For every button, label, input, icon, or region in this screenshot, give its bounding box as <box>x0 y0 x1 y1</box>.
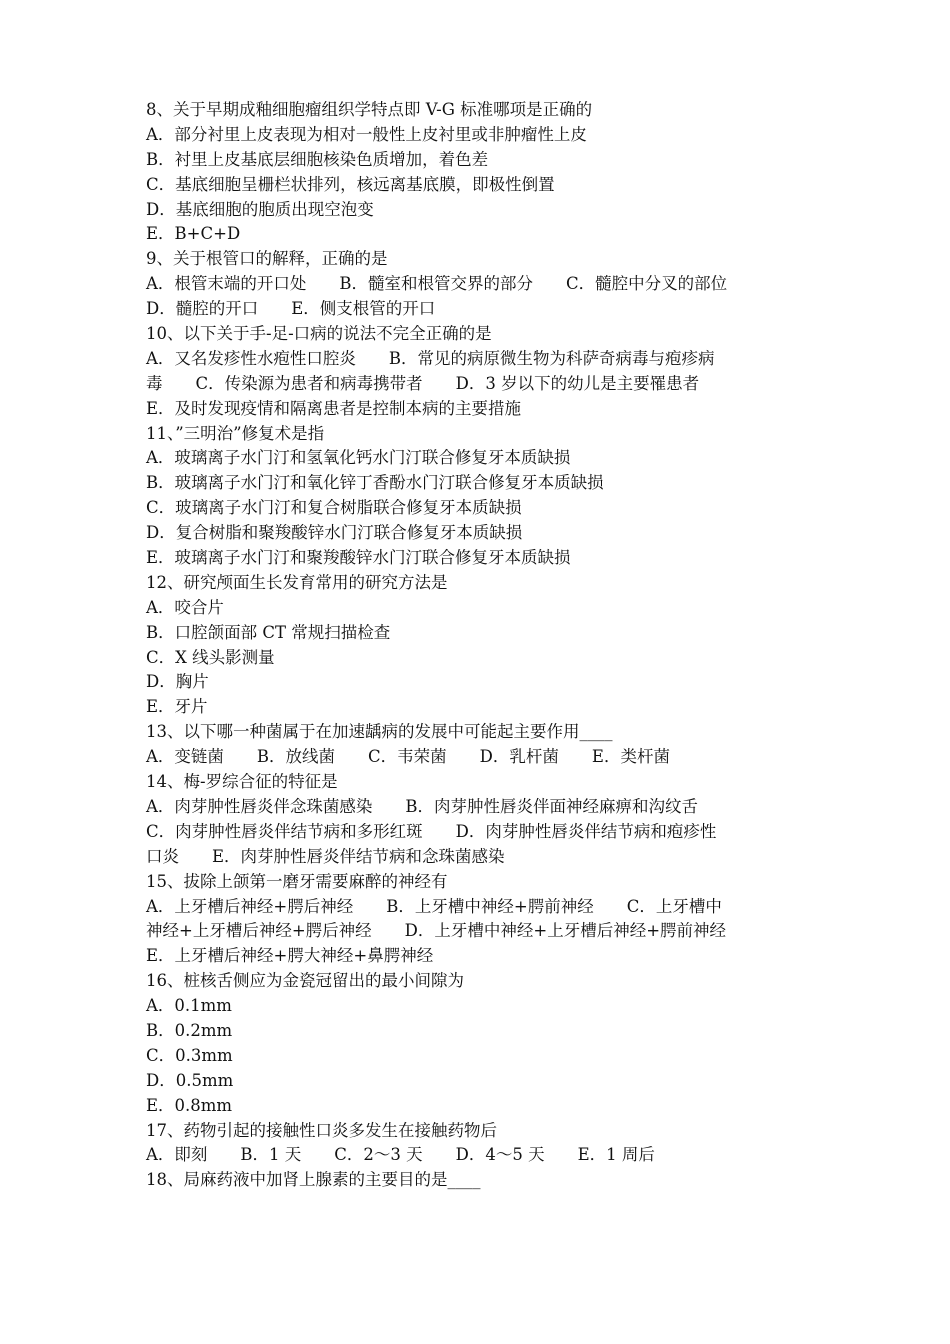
question-15-options-line-1: A．上牙槽后神经+腭后神经 B．上牙槽中神经+腭前神经 C．上牙槽中 <box>146 896 722 916</box>
question-10-stem: 10、以下关于手-足-口病的说法不完全正确的是 <box>146 324 492 344</box>
question-14-options-line-3: 口炎 E．肉芽肿性唇炎伴结节病和念珠菌感染 <box>146 846 505 866</box>
question-12-option-e: E．牙片 <box>146 697 208 717</box>
question-8-option-b: B．衬里上皮基底层细胞核染色质增加，着色差 <box>146 149 489 169</box>
question-17-options: A．即刻 B．1 天 C．2～3 天 D．4～5 天 E．1 周后 <box>146 1145 655 1165</box>
question-12-option-a: A．咬合片 <box>146 597 224 617</box>
question-15-stem: 15、拔除上颌第一磨牙需要麻醉的神经有 <box>146 871 448 891</box>
exam-question-list <box>146 98 810 1193</box>
question-16-option-a: A．0.1mm <box>146 996 232 1016</box>
question-13-stem: 13、以下哪一种菌属于在加速龋病的发展中可能起主要作用____ <box>146 722 613 742</box>
question-8-option-d: D．基底细胞的胞质出现空泡变 <box>146 199 374 219</box>
question-11-stem: 11、”三明治”修复术是指 <box>146 423 325 443</box>
question-10-options-line-2: 毒 C．传染源为患者和病毒携带者 D．3 岁以下的幼儿是主要罹患者 <box>146 373 700 393</box>
question-14-options-line-2: C．肉芽肿性唇炎伴结节病和多形红斑 D．肉芽肿性唇炎伴结节病和疱疹性 <box>146 821 717 841</box>
question-8-stem: 8、关于早期成釉细胞瘤组织学特点即 V-G 标准哪项是正确的 <box>146 100 593 119</box>
question-14-options-line-1: A．肉芽肿性唇炎伴念珠菌感染 B．肉芽肿性唇炎伴面神经麻痹和沟纹舌 <box>146 796 699 816</box>
question-11-option-c: C．玻璃离子水门汀和复合树脂联合修复牙本质缺损 <box>146 498 522 518</box>
question-11-option-e: E．玻璃离子水门汀和聚羧酸锌水门汀联合修复牙本质缺损 <box>146 548 571 568</box>
question-14-stem: 14、梅-罗综合征的特征是 <box>146 772 338 792</box>
question-15-options-line-2: 神经+上牙槽后神经+腭后神经 D．上牙槽中神经+上牙槽后神经+腭前神经 <box>146 921 727 941</box>
question-16-option-b: B．0.2mm <box>146 1020 233 1040</box>
question-8-option-c: C．基底细胞呈栅栏状排列，核远离基底膜，即极性倒置 <box>146 174 555 194</box>
question-13-options: A．变链菌 B．放线菌 C．韦荣菌 D．乳杆菌 E．类杆菌 <box>146 747 670 767</box>
question-11-option-a: A．玻璃离子水门汀和氢氧化钙水门汀联合修复牙本质缺损 <box>146 448 571 468</box>
question-15-option-e: E．上牙槽后神经+腭大神经+鼻腭神经 <box>146 946 434 966</box>
question-10-options-line-1: A．又名发疹性水疱性口腔炎 B．常见的病原微生物为科萨奇病毒与疱疹病 <box>146 348 715 368</box>
question-16-option-d: D．0.5mm <box>146 1070 234 1090</box>
question-12-option-b: B．口腔颌面部 CT 常规扫描检查 <box>146 622 391 642</box>
question-9-options-line-2: D．髓腔的开口 E．侧支根管的开口 <box>146 299 436 319</box>
question-16-stem: 16、桩核舌侧应为金瓷冠留出的最小间隙为 <box>146 971 464 991</box>
question-16-option-c: C．0.3mm <box>146 1045 233 1065</box>
question-12-stem: 12、研究颅面生长发育常用的研究方法是 <box>146 572 448 592</box>
question-9-options-line-1: A．根管末端的开口处 B．髓室和根管交界的部分 C．髓腔中分叉的部位 <box>146 274 728 294</box>
question-18-stem: 18、局麻药液中加肾上腺素的主要目的是____ <box>146 1170 481 1190</box>
question-8-option-a: A．部分衬里上皮表现为相对一般性上皮衬里或非肿瘤性上皮 <box>146 124 587 144</box>
question-9-stem: 9、关于根管口的解释，正确的是 <box>146 249 388 269</box>
question-12-option-d: D．胸片 <box>146 672 209 692</box>
question-10-option-e: E．及时发现疫情和隔离患者是控制本病的主要措施 <box>146 398 522 418</box>
question-11-option-b: B．玻璃离子水门汀和氧化锌丁香酚水门汀联合修复牙本质缺损 <box>146 473 604 493</box>
question-8-option-e: E．B+C+D <box>146 224 241 244</box>
question-11-option-d: D．复合树脂和聚羧酸锌水门汀联合修复牙本质缺损 <box>146 523 523 543</box>
question-16-option-e: E．0.8mm <box>146 1095 233 1115</box>
question-17-stem: 17、药物引起的接触性口炎多发生在接触药物后 <box>146 1120 497 1140</box>
question-12-option-c: C．X 线头影测量 <box>146 647 275 667</box>
